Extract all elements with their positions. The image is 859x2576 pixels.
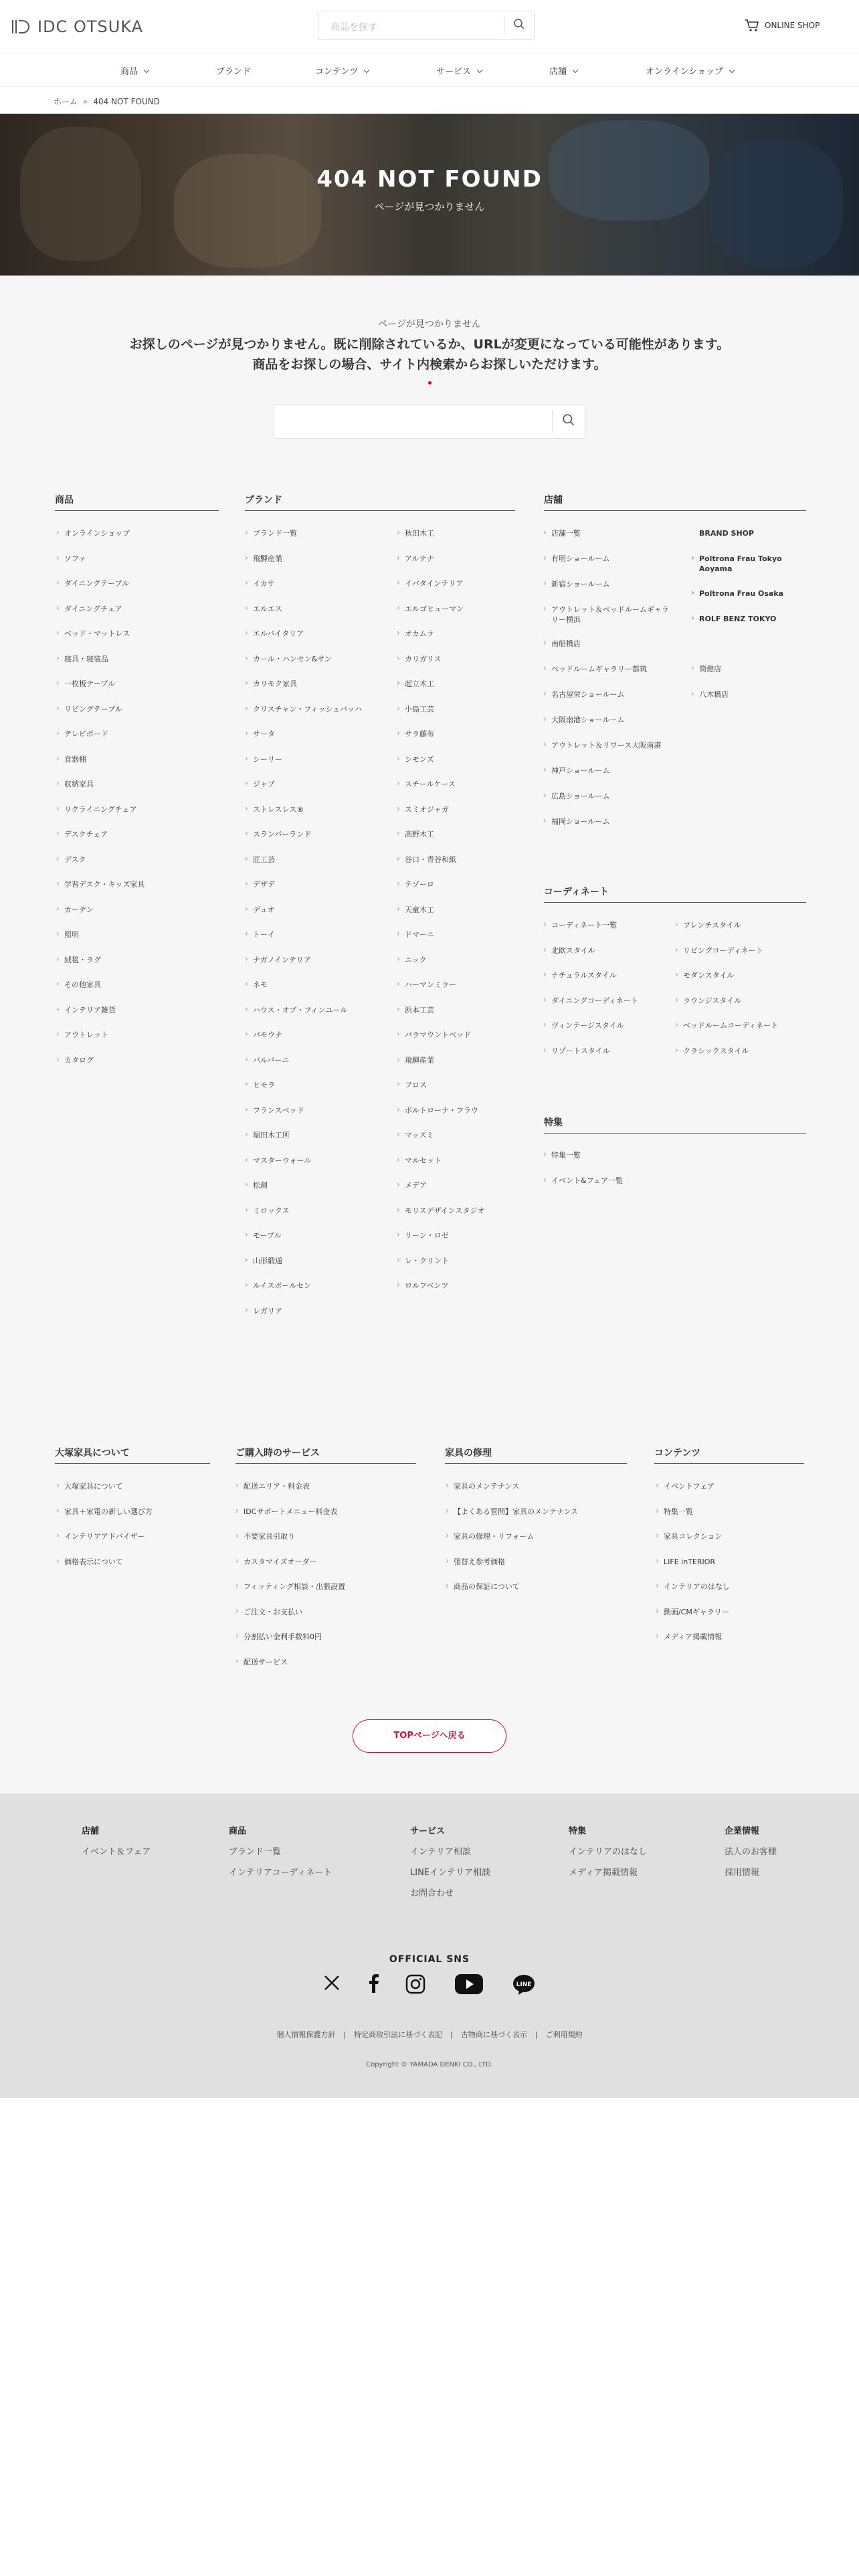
legal-link-kobutsu[interactable]: 古物商に基づく表示 bbox=[460, 2030, 527, 2039]
sitemap-link[interactable]: › リクライニングチェア bbox=[64, 804, 136, 815]
sitemap-link[interactable]: › ヴィンテージスタイル bbox=[551, 1021, 624, 1031]
not-found-label: ページが見つかりません bbox=[378, 319, 481, 330]
not-found-line-1: お探しのページが見つかりません。既に削除されているか、URLが変更になっている可能性があります。 bbox=[129, 337, 730, 352]
sitemap-link[interactable]: › Poltrona Frau Osaka bbox=[699, 588, 783, 599]
sitemap-link[interactable]: › 収納家具 bbox=[64, 779, 94, 789]
sitemap-link[interactable]: › ミロックス bbox=[253, 1206, 290, 1216]
sitemap-link[interactable]: › 動画/CMギャラリー bbox=[664, 1607, 729, 1617]
sitemap-link[interactable]: › オカムラ bbox=[405, 629, 434, 639]
sitemap-link[interactable]: › 小島工芸 bbox=[405, 704, 434, 714]
footer-col-title[interactable]: 特集 bbox=[569, 1826, 587, 1836]
legal-link-tokusho[interactable]: 特定商取引法に基づく表記 bbox=[354, 2030, 443, 2039]
sitemap-link[interactable]: › 配送エリア・料金表 bbox=[244, 1481, 310, 1491]
sitemap-link[interactable]: › インテリアのはなし bbox=[664, 1582, 730, 1592]
sitemap-link[interactable]: › 一枚板テーブル bbox=[64, 679, 115, 689]
sitemap-link[interactable]: › レガリア bbox=[253, 1306, 282, 1316]
search-icon[interactable] bbox=[513, 18, 525, 33]
sitemap-link[interactable]: › 秋田木工 bbox=[405, 528, 434, 538]
not-found-message bbox=[0, 334, 859, 374]
sitemap-link[interactable]: › フレンチスタイル bbox=[683, 920, 741, 930]
sitemap-link[interactable]: › ジャブ bbox=[253, 779, 275, 789]
sitemap-link[interactable]: › パモウナ bbox=[253, 1030, 282, 1040]
sitemap-link[interactable]: › アウトレット bbox=[64, 1030, 108, 1040]
sitemap-link[interactable]: › 有明ショールーム bbox=[551, 554, 610, 564]
sitemap-link[interactable]: › イバタインテリア bbox=[405, 578, 464, 588]
hero-title: 404 NOT FOUND bbox=[316, 166, 543, 193]
accent-dot bbox=[428, 381, 432, 385]
legal-link-terms[interactable]: ご利用規約 bbox=[545, 2030, 583, 2039]
line-icon[interactable] bbox=[512, 1974, 535, 1998]
chevron-down-icon bbox=[144, 68, 149, 73]
sitemap-link[interactable]: › インテリアアドバイザー bbox=[64, 1531, 145, 1541]
sitemap-link[interactable]: › エルエス bbox=[253, 604, 282, 614]
footer-link[interactable]: お問合わせ bbox=[410, 1889, 454, 1899]
sitemap-repair-title[interactable]: 家具の修理 bbox=[445, 1446, 627, 1464]
sitemap-link[interactable]: › オンラインショップ bbox=[64, 528, 130, 538]
sitemap-link[interactable]: › モリスデザインスタジオ bbox=[405, 1206, 484, 1216]
sitemap-link[interactable]: › ROLF BENZ TOKYO bbox=[699, 614, 776, 624]
facebook-icon[interactable] bbox=[367, 1974, 380, 1996]
sitemap-link[interactable]: › ポルトローナ・フラウ bbox=[405, 1105, 478, 1115]
instagram-icon[interactable] bbox=[405, 1974, 425, 1997]
sitemap-link[interactable]: › Poltrona Frau Tokyo Aoyama bbox=[699, 554, 793, 574]
footer-link[interactable]: インテリア相談 bbox=[410, 1847, 472, 1857]
nav-item-service[interactable]: サービス bbox=[436, 64, 482, 77]
back-to-top-button[interactable]: TOPページへ戻る bbox=[353, 1719, 506, 1753]
sitemap-link[interactable]: › エルゴヒューマン bbox=[405, 604, 464, 614]
sitemap-brands-title[interactable]: ブランド bbox=[245, 493, 515, 511]
sitemap-link[interactable]: › リビングテーブル bbox=[64, 704, 122, 714]
sitemap-link[interactable]: › ロルフベンツ bbox=[405, 1281, 449, 1291]
sitemap-link[interactable]: › 価格表示について bbox=[64, 1557, 123, 1567]
sitemap-link[interactable]: › シーリー bbox=[253, 754, 282, 764]
sitemap-products-title[interactable]: 商品 bbox=[55, 493, 219, 511]
sitemap-link[interactable]: › バルバーニ bbox=[253, 1055, 289, 1065]
sitemap-contents-title[interactable]: コンテンツ bbox=[654, 1446, 804, 1464]
hero-subtitle: ページが見つかりません bbox=[374, 201, 485, 213]
sitemap-link[interactable]: › 家具のメンテナンス bbox=[454, 1481, 519, 1491]
sitemap-link[interactable]: › テレビボード bbox=[64, 729, 108, 739]
sitemap-link[interactable]: › 筒燈店 bbox=[699, 664, 721, 674]
sitemap-link[interactable]: › カール・ハンセン&サン bbox=[253, 654, 332, 664]
sitemap-link[interactable]: › ベッドルームコーディネート bbox=[683, 1021, 778, 1031]
sitemap-link[interactable]: › 寝具・寝装品 bbox=[64, 654, 108, 664]
sitemap-link[interactable]: › サータ bbox=[253, 729, 275, 739]
footer-col-title[interactable]: サービス bbox=[410, 1826, 446, 1836]
not-found-line-2: 商品をお探しの場合、サイト内検索からお探しいただけます。 bbox=[252, 357, 607, 372]
sitemap-link[interactable]: › デュオ bbox=[253, 905, 275, 915]
chevron-down-icon bbox=[573, 68, 578, 73]
sitemap-link[interactable]: › ナガノインテリア bbox=[253, 955, 311, 965]
copyright: Copyright © YAMADA DENKI CO., LTD. bbox=[366, 2061, 493, 2068]
sitemap-link[interactable]: › イベントフェア bbox=[664, 1481, 714, 1491]
sitemap-link[interactable]: › マルセット bbox=[405, 1156, 442, 1166]
sitemap-link[interactable]: › 家具＋家電の新しい選び方 bbox=[64, 1507, 153, 1517]
sitemap-link[interactable]: › ヒモラ bbox=[253, 1080, 275, 1090]
legal-link-privacy[interactable]: 個人情報保護方針 bbox=[276, 2030, 336, 2039]
sitemap-link[interactable]: › 特集一覧 bbox=[664, 1507, 693, 1517]
footer-link[interactable]: ブランド一覧 bbox=[229, 1847, 282, 1857]
footer-link[interactable]: 法人のお客様 bbox=[725, 1847, 777, 1857]
sitemap-link[interactable]: › アウトレット＆ベッドルームギャラリー横浜 bbox=[551, 605, 672, 625]
sitemap-link[interactable]: › ルイスポールセン bbox=[253, 1281, 311, 1291]
sitemap-link[interactable]: › 名古屋栄ショールーム bbox=[551, 689, 625, 700]
sitemap-link[interactable]: › 松創 bbox=[253, 1180, 268, 1190]
sitemap-link[interactable]: › その他家具 bbox=[64, 980, 101, 990]
global-nav bbox=[0, 53, 859, 87]
sitemap-link[interactable]: › モダンスタイル bbox=[683, 970, 735, 980]
sitemap-link[interactable]: › ベッド・マットレス bbox=[64, 629, 130, 639]
logo-text: IDC OTSUKA bbox=[37, 17, 144, 36]
sitemap-link[interactable]: › 堀田木工所 bbox=[253, 1130, 290, 1140]
sitemap-link[interactable]: › 分割払い金利手数料0円 bbox=[244, 1632, 322, 1642]
sitemap-link[interactable]: › モーブル bbox=[253, 1230, 282, 1241]
sitemap-link[interactable]: › ニック bbox=[405, 955, 427, 965]
breadcrumb bbox=[54, 96, 160, 107]
sitemap-link[interactable]: › ドマーニ bbox=[405, 930, 434, 940]
breadcrumb-home[interactable]: ホーム bbox=[54, 97, 78, 106]
footer-col-title[interactable]: 店舗 bbox=[82, 1826, 100, 1836]
sitemap-link[interactable]: › パラマウントベッド bbox=[405, 1030, 471, 1040]
sitemap-link[interactable]: › 不要家具引取り bbox=[244, 1531, 295, 1541]
youtube-icon[interactable] bbox=[455, 1974, 483, 1997]
sitemap-link[interactable]: › リーン・ロゼ bbox=[405, 1230, 449, 1241]
footer-col-title[interactable]: 企業情報 bbox=[725, 1826, 760, 1836]
chevron-down-icon bbox=[729, 68, 735, 73]
footer-link[interactable]: インテリアのはなし bbox=[569, 1847, 648, 1857]
sitemap-link[interactable]: › 山形緞通 bbox=[253, 1256, 282, 1266]
legal-links: 個人情報保護方針 | 特定商取引法に基づく表記 | 古物商に基づく表示 | ご利用規約 bbox=[276, 2030, 583, 2039]
sitemap-link[interactable]: › マスターウォール bbox=[253, 1156, 311, 1166]
sitemap-link[interactable]: › デザデ bbox=[253, 879, 275, 889]
chevron-down-icon bbox=[477, 68, 482, 73]
sitemap-link[interactable]: › 神戸ショールーム bbox=[551, 766, 610, 776]
sitemap-link[interactable]: › 大阪南港ショールーム bbox=[551, 715, 625, 725]
sitemap-link[interactable]: › 八木橋店 bbox=[699, 689, 729, 700]
hero-banner bbox=[0, 114, 859, 276]
sitemap-link[interactable]: › 店舗一覧 bbox=[551, 528, 581, 538]
sitemap-link[interactable]: › LIFE inTERIOR bbox=[664, 1557, 715, 1567]
site-footer bbox=[0, 1794, 859, 2098]
sitemap-link[interactable]: › インテリア雑貨 bbox=[64, 1005, 116, 1015]
sitemap-link[interactable]: › 福岡ショールーム bbox=[551, 817, 610, 827]
sitemap-link[interactable]: › 張替え参考価格 bbox=[454, 1557, 505, 1567]
sitemap-link[interactable]: › 飛騨産業 bbox=[405, 1055, 434, 1065]
sitemap-link[interactable]: › IDCサポートメニュー料金表 bbox=[244, 1507, 337, 1517]
divider bbox=[552, 410, 553, 433]
sitemap-link[interactable]: › 配送サービス bbox=[244, 1657, 288, 1667]
sitemap-link[interactable]: › フィッティング相談・出張設置 bbox=[244, 1582, 345, 1592]
search-icon[interactable] bbox=[562, 413, 575, 429]
footer-link[interactable]: インテリアコーディネート bbox=[229, 1868, 332, 1878]
sitemap-link[interactable]: › ハウス・オブ・フィンユール bbox=[253, 1005, 347, 1015]
breadcrumb-current: 404 NOT FOUND bbox=[93, 97, 160, 106]
sitemap-link[interactable]: › 大塚家具について bbox=[64, 1481, 123, 1491]
online-shop-link[interactable] bbox=[745, 19, 820, 32]
sitemap-link[interactable]: › ベッドルームギャラリー都筑 bbox=[551, 664, 647, 674]
sitemap-link[interactable]: › 高野木工 bbox=[405, 829, 434, 839]
header-search-placeholder: 商品を探す bbox=[330, 22, 377, 33]
sitemap-link[interactable]: › イカサ bbox=[253, 578, 275, 588]
sitemap-link[interactable]: › カリモク家具 bbox=[253, 679, 297, 689]
sitemap-link[interactable]: › ソファ bbox=[64, 554, 86, 564]
breadcrumb-separator: » bbox=[83, 97, 88, 106]
online-shop-label: ONLINE SHOP bbox=[765, 21, 820, 30]
sitemap-link[interactable]: › クラシックスタイル bbox=[683, 1046, 749, 1056]
site-header bbox=[0, 0, 859, 53]
cart-icon bbox=[745, 19, 759, 32]
sitemap-link[interactable]: › ダイニングコーディネート bbox=[551, 996, 638, 1006]
hero-overlay bbox=[0, 114, 859, 276]
sitemap-link[interactable]: › リゾートスタイル bbox=[551, 1046, 610, 1056]
sitemap-link[interactable]: › メディア掲載情報 bbox=[664, 1632, 722, 1642]
sitemap-link[interactable]: › 天童木工 bbox=[405, 905, 434, 915]
sitemap-link[interactable]: › カーテン bbox=[64, 905, 93, 915]
sitemap-link[interactable]: › カスタマイズオーダー bbox=[244, 1557, 317, 1567]
sitemap-link[interactable]: › 家具の修理・リフォーム bbox=[454, 1531, 534, 1541]
sitemap-link[interactable]: › リビングコーディネート bbox=[683, 946, 763, 956]
sitemap-link[interactable]: › メデア bbox=[405, 1180, 427, 1190]
sitemap-link[interactable]: › フロス bbox=[405, 1080, 427, 1090]
sitemap-link[interactable]: › ハーマンミラー bbox=[405, 980, 456, 990]
sitemap-link[interactable]: › ネモ bbox=[253, 980, 268, 990]
sitemap-link[interactable]: › カタログ bbox=[64, 1055, 94, 1065]
sitemap-link[interactable]: › 広島ショールーム bbox=[551, 791, 610, 801]
sitemap-link[interactable]: › テゾーロ bbox=[405, 879, 434, 889]
sitemap-link[interactable]: › スランバーランド bbox=[253, 829, 311, 839]
sitemap-link[interactable]: › 家具コレクション bbox=[664, 1531, 723, 1541]
chevron-down-icon bbox=[364, 68, 369, 73]
sitemap-link[interactable]: › 新宿ショールーム bbox=[551, 579, 610, 589]
x-icon[interactable] bbox=[323, 1974, 341, 1994]
sitemap-coordinate-title[interactable]: コーディネート bbox=[544, 885, 806, 903]
sitemap-link[interactable]: › 北欧スタイル bbox=[551, 946, 595, 956]
sitemap-link[interactable]: › アルテナ bbox=[405, 554, 434, 564]
sitemap-link[interactable]: › 絨毯・ラグ bbox=[64, 955, 101, 965]
svg-text:LINE: LINE bbox=[516, 1981, 532, 1988]
footer-link[interactable]: 採用情報 bbox=[725, 1868, 760, 1878]
sitemap-link[interactable]: › カリガリス bbox=[405, 654, 442, 664]
sitemap-features-title[interactable]: 特集 bbox=[544, 1115, 806, 1134]
sitemap-link[interactable]: › 【よくある質問】家具のメンテナンス bbox=[454, 1507, 578, 1517]
sitemap-about-title[interactable]: 大塚家具について bbox=[55, 1446, 210, 1464]
sitemap-link[interactable]: › 特集一覧 bbox=[551, 1150, 581, 1160]
sitemap-link[interactable]: › クリスチャン・フィッシュバッハ bbox=[253, 704, 362, 714]
sitemap-link[interactable]: › 学習デスク・キッズ家具 bbox=[64, 879, 145, 889]
sitemap-link[interactable]: › コーディネート一覧 bbox=[551, 920, 617, 930]
sitemap-stores-title[interactable]: 店舗 bbox=[544, 493, 806, 511]
sitemap-link[interactable]: › スミオジャガ bbox=[405, 804, 449, 815]
sitemap-link[interactable]: › 飛騨産業 bbox=[253, 554, 282, 564]
sitemap-link[interactable]: › 照明 bbox=[64, 930, 79, 940]
sns-title: OFFICIAL SNS bbox=[389, 1954, 470, 1965]
footer-link[interactable]: メディア掲載情報 bbox=[569, 1868, 638, 1878]
sitemap-link[interactable]: › エルバイタリア bbox=[253, 629, 304, 639]
sitemap-link[interactable]: › サラ藤布 bbox=[405, 729, 434, 739]
nav-item-brands[interactable]: ブランド bbox=[216, 67, 252, 77]
sitemap-link[interactable]: › ラウンジスタイル bbox=[683, 996, 741, 1006]
sitemap-link[interactable]: › ナチュラルスタイル bbox=[551, 970, 617, 980]
sitemap-link[interactable]: › 南船橋店 bbox=[551, 639, 581, 649]
sitemap-link[interactable]: › デスク bbox=[64, 855, 86, 865]
nav-item-contents[interactable]: コンテンツ bbox=[315, 64, 369, 77]
sitemap-link[interactable]: › 浜本工芸 bbox=[405, 1005, 434, 1015]
nav-item-online-shop[interactable]: オンラインショップ bbox=[646, 64, 734, 77]
sitemap-link[interactable]: › 匠工芸 bbox=[253, 855, 275, 865]
sitemap-link[interactable]: › スチールケース bbox=[405, 779, 456, 789]
footer-link[interactable]: LINEインテリア相談 bbox=[410, 1868, 491, 1878]
sitemap-link[interactable]: › 商品の保証について bbox=[454, 1582, 520, 1592]
nav-item-products[interactable]: 商品 bbox=[120, 64, 149, 77]
sitemap-link[interactable]: › フランスベッド bbox=[253, 1105, 304, 1115]
footer-link[interactable]: イベント＆フェア bbox=[82, 1847, 151, 1857]
sitemap-link[interactable]: › ブランド一覧 bbox=[253, 528, 297, 538]
sitemap-link[interactable]: › マッスミ bbox=[405, 1130, 434, 1140]
sitemap-link[interactable]: › 谷口・青谷和紙 bbox=[405, 855, 456, 865]
sitemap-service-title[interactable]: ご購入時のサービス bbox=[235, 1446, 416, 1464]
sitemap-link[interactable]: › デスクチェア bbox=[64, 829, 108, 839]
sitemap-link[interactable]: › ダイニングチェア bbox=[64, 604, 122, 614]
sitemap-link[interactable]: › アウトレット＆リワース大阪南港 bbox=[551, 740, 661, 750]
sitemap-link[interactable]: › ご注文・お支払い bbox=[244, 1607, 302, 1617]
sitemap-link[interactable]: › シモンズ bbox=[405, 754, 434, 764]
logo-mark-icon bbox=[12, 19, 35, 35]
footer-col-title[interactable]: 商品 bbox=[229, 1826, 247, 1836]
logo[interactable] bbox=[12, 17, 143, 36]
brand-shop-heading: BRAND SHOP bbox=[699, 529, 755, 538]
sitemap-link[interactable]: › 起立木工 bbox=[405, 679, 434, 689]
sitemap-link[interactable]: › ストレスレス® bbox=[253, 804, 304, 815]
sitemap-link[interactable]: › トーイ bbox=[253, 930, 275, 940]
nav-item-stores[interactable]: 店舗 bbox=[549, 64, 577, 77]
sitemap-link[interactable]: › 食器棚 bbox=[64, 754, 86, 764]
site-search-input[interactable] bbox=[274, 404, 585, 439]
sitemap-link[interactable]: › ダイニングテーブル bbox=[64, 578, 129, 588]
header-search[interactable] bbox=[318, 11, 535, 40]
sitemap-link[interactable]: › レ・クリント bbox=[405, 1256, 449, 1266]
sitemap-link[interactable]: › イベント&フェア一覧 bbox=[551, 1176, 623, 1186]
